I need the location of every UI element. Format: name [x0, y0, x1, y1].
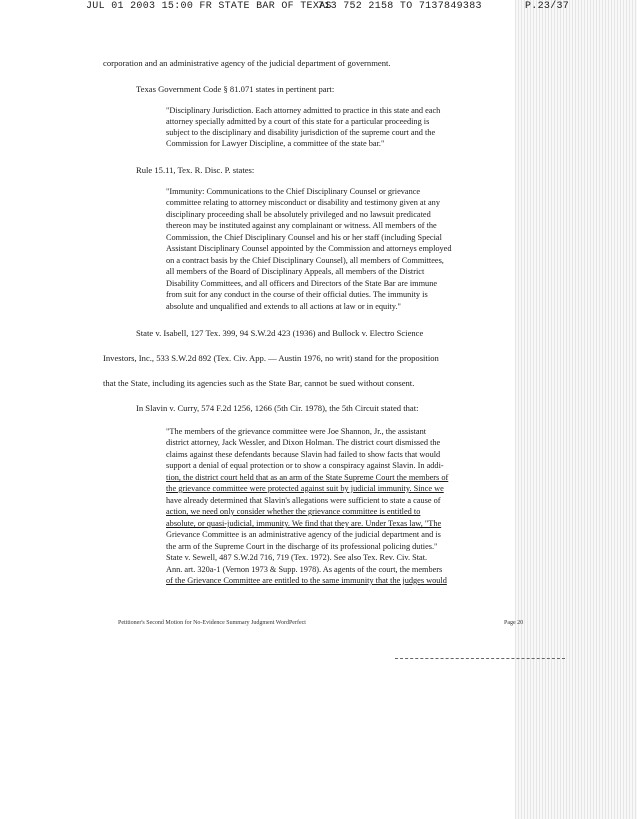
quote-line: absolute and unqualified and extends to all actions at law or in equity.": [166, 302, 401, 311]
quote-line: on a contract basis by the Chief Disciplinary Counsel), all members of Committees,: [166, 256, 444, 265]
quote-line: the arm of the Supreme Court in the discharge of its professional policing duties.": [166, 542, 438, 551]
quote-line: committee relating to attorney misconduct or disability and testimony given at any: [166, 198, 440, 207]
scan-artifact-divider: [395, 658, 565, 661]
footer-title: Petitioner's Second Motion for No-Evidence Summary Judgment WordPerfect: [118, 620, 306, 626]
fax-header: [86, 0, 637, 16]
quote-line: thereon may be instituted against any complainant or witness. All members of the: [166, 221, 437, 230]
quote-line: Grievance Committee is an administrative agency of the judicial department and is: [166, 530, 441, 539]
quote-line: have already determined that Slavin's allegations were sufficient to state a cause of: [166, 496, 441, 505]
fax-page-number: P.23/37: [525, 1, 570, 12]
quote-line-underlined: absolute, or quasi-judicial, immunity. We find that they are. Under Texas law, "The: [166, 519, 442, 528]
code-intro: Texas Government Code § 81.071 states in pertinent part:: [136, 84, 335, 94]
citation-line: Investors, Inc., 533 S.W.2d 892 (Tex. Civ. App. — Austin 1976, no writ) stand for the proposition: [103, 353, 439, 363]
fax-scan-edge: [515, 0, 637, 819]
quote-line: "Disciplinary Jurisdiction. Each attorney admitted to practice in this state and each: [166, 106, 441, 115]
intro-line: corporation and an administrative agency of the judicial department of government.: [103, 58, 391, 68]
footer-page-number: Page 20: [504, 620, 524, 626]
quote-line: subject to the disciplinary and disability jurisdiction of the supreme court and the: [166, 128, 436, 137]
quote-line: Commission for Lawyer Discipline, a committee of the state bar.": [166, 139, 385, 148]
quote-line-underlined: action, we need only consider whether the grievance committee is entitled to: [166, 507, 421, 516]
quote-line: Assistant Disciplinary Counsel appointed by the Commission and attorneys employed: [166, 244, 452, 253]
quote-line: "Immunity: Communications to the Chief Disciplinary Counsel or grievance: [166, 187, 421, 196]
slavin-intro: In Slavin v. Curry, 574 F.2d 1256, 1266 (5th Cir. 1978), the 5th Circuit stated that:: [136, 403, 419, 413]
quote-line: Commission, the Chief Disciplinary Counsel and his or her staff (including Special: [166, 233, 442, 242]
quote-line: attorney specially admitted by a court of this state for a particular proceeding is: [166, 117, 430, 126]
quote-line: "The members of the grievance committee were Joe Shannon, Jr., the assistant: [166, 427, 427, 436]
quote-line: Ann. art. 320a-1 (Vernon 1973 & Supp. 1978). As agents of the court, the members: [166, 565, 443, 574]
quote-line-underlined: of the Grievance Committee are entitled to the same immunity that the judges would: [166, 576, 447, 585]
rule-intro: Rule 15.11, Tex. R. Disc. P. states:: [136, 165, 255, 175]
fax-numbers: 713 752 2158 TO 7137849383: [318, 1, 482, 12]
fax-datetime: JUL 01 2003 15:00 FR STATE BAR OF TEXAS: [86, 1, 332, 12]
citation-line: State v. Isabell, 127 Tex. 399, 94 S.W.2d 423 (1936) and Bullock v. Electro Science: [136, 328, 424, 338]
quote-line: Disability Committees, and all officers and Directors of the State Bar are immune: [166, 279, 438, 288]
quote-line: all members of the Board of Disciplinary Appeals, all members of the District: [166, 267, 425, 276]
quote-line: district attorney, Jack Wessler, and Dixon Holman. The district court dismissed the: [166, 438, 441, 447]
quote-line: from suit for any conduct in the course of their official duties. The immunity is: [166, 290, 428, 299]
quote-line: support a denial of equal protection or to show a conspiracy against Slavin. In addi-: [166, 461, 444, 470]
quote-line-underlined: the grievance committee were protected against suit by judicial immunity. Since we: [166, 484, 444, 493]
quote-line: disciplinary proceeding shall be absolutely privileged and no lawsuit predicated: [166, 210, 431, 219]
citation-line: that the State, including its agencies such as the State Bar, cannot be sued without consent.: [103, 378, 415, 388]
quote-line: State v. Sewell, 487 S.W.2d 716, 719 (Tex. 1972). See also Tex. Rev. Civ. Stat.: [166, 553, 428, 562]
quote-line-underlined: tion, the district court held that as an arm of the State Supreme Court the members of: [166, 473, 449, 482]
quote-line: claims against these defendants because Slavin had failed to show facts that would: [166, 450, 441, 459]
